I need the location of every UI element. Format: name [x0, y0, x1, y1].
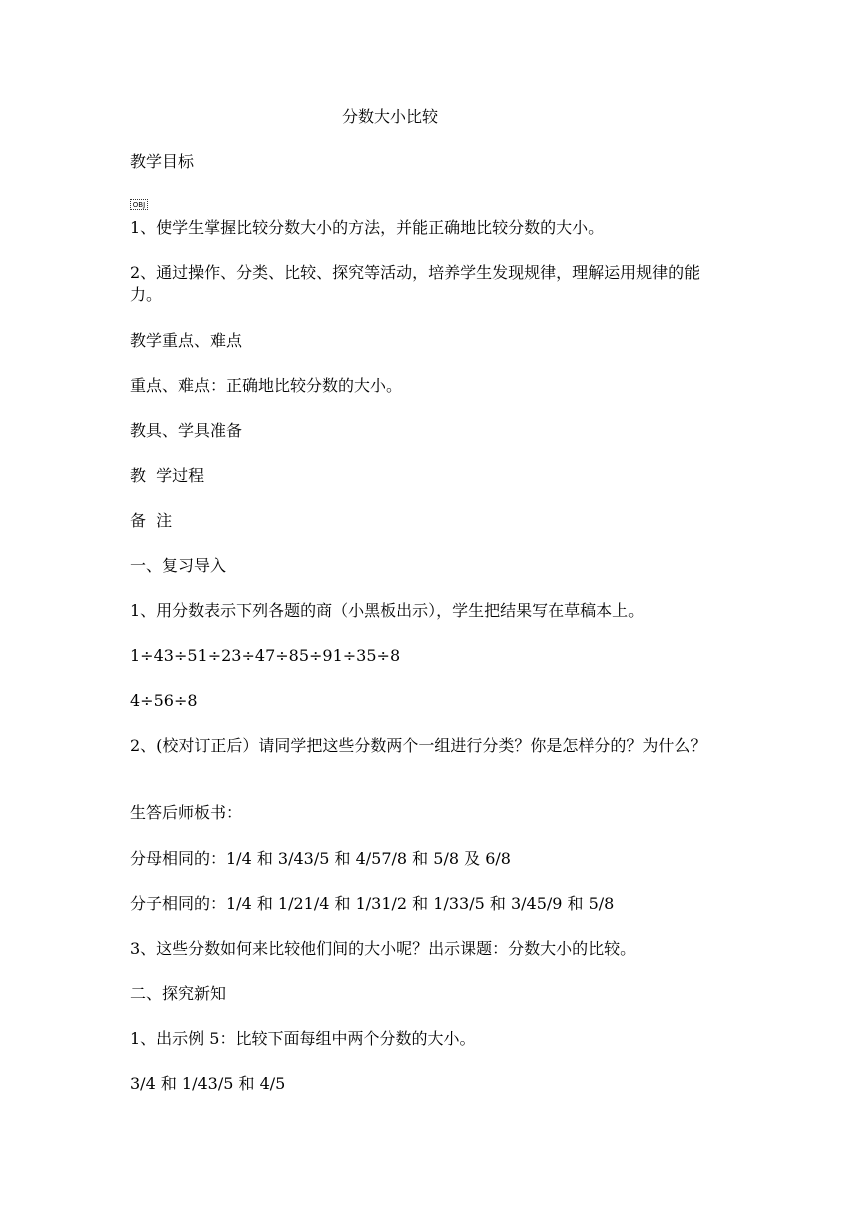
same-denominator-list: 分母相同的：1/4 和 3/43/5 和 4/57/8 和 5/8 及 6/8	[130, 849, 511, 868]
document-title: 分数大小比较	[342, 107, 439, 126]
heading-process: 教 学过程	[130, 466, 205, 485]
heading-notes: 备 注	[130, 511, 173, 530]
example-5-pairs: 3/4 和 1/43/5 和 4/5	[130, 1074, 286, 1093]
heading-teaching-goals: 教学目标	[130, 152, 195, 171]
heading-materials: 教具、学具准备	[130, 421, 243, 440]
same-numerator-list: 分子相同的：1/4 和 1/21/4 和 1/31/2 和 1/33/5 和 3/45/9 和 5/8	[130, 894, 615, 913]
embedded-object-placeholder: OBJ	[130, 199, 148, 210]
key-points-text: 重点、难点：正确地比较分数的大小。	[130, 376, 403, 395]
review-item-2: 2、(校对订正后）请同学把这些分数两个一组进行分类？你是怎样分的？为什么？	[130, 736, 707, 755]
section-review-intro: 一、复习导入	[130, 556, 227, 575]
review-item-1: 1、用分数表示下列各题的商（小黑板出示），学生把结果写在草稿本上。	[130, 601, 645, 620]
heading-key-points: 教学重点、难点	[130, 331, 243, 350]
division-expressions-2: 4÷56÷8	[130, 691, 198, 710]
goal-2: 2、通过操作、分类、比较、探究等活动，培养学生发现规律，理解运用规律的能力。	[130, 263, 701, 304]
section-explore: 二、探究新知	[130, 984, 227, 1003]
board-note-intro: 生答后师板书：	[130, 803, 243, 822]
review-item-3: 3、这些分数如何来比较他们间的大小呢？出示课题：分数大小的比较。	[130, 939, 637, 958]
division-expressions-1: 1÷43÷51÷23÷47÷85÷91÷35÷8	[130, 646, 401, 665]
goal-1: 1、使学生掌握比较分数大小的方法，并能正确地比较分数的大小。	[130, 218, 605, 237]
example-5-prompt: 1、出示例 5：比较下面每组中两个分数的大小。	[130, 1029, 476, 1048]
